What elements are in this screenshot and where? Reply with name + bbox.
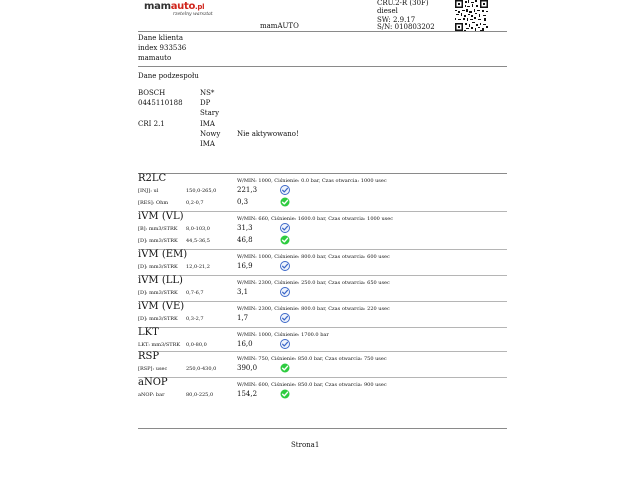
measure-range: 0,2-0,7	[186, 200, 204, 206]
company-logo	[144, 0, 224, 20]
header-divider	[138, 31, 507, 32]
serial-number: S/N: 010803202	[377, 23, 435, 31]
component-dp: DP	[200, 99, 211, 107]
measure-label: [D]: mm3/STRK	[138, 290, 178, 296]
component-brand: BOSCH	[138, 89, 166, 97]
activation-status: Nie aktywowano!	[237, 130, 299, 138]
page-number: Strona1	[291, 441, 320, 449]
component-ns: NS*	[200, 89, 215, 97]
component-ima-old: IMA	[200, 120, 215, 128]
test-title: iVM (VL)	[138, 211, 184, 222]
client-divider	[138, 66, 507, 67]
blue-check-icon	[280, 313, 290, 323]
test-conditions: W/MIN: 1000, Ciśnienie: 1700.0 bar	[237, 332, 329, 338]
client-heading: Dane klienta	[138, 34, 184, 42]
test-title: iVM (EM)	[138, 249, 188, 260]
device-model: CRU.2-R (30F)	[377, 0, 429, 7]
blue-check-icon	[280, 261, 290, 271]
client-name: mamauto	[138, 54, 172, 62]
logo-part-a: mam	[144, 1, 171, 12]
fuel-type: diesel	[377, 7, 398, 15]
measure-value: 16,9	[237, 262, 253, 270]
measure-label: [D]: mm3/STRK	[138, 238, 178, 244]
measure-value: 1,7	[237, 314, 249, 322]
measure-label: [RSP]: usec	[138, 366, 168, 372]
blue-check-icon	[280, 223, 290, 233]
measure-value: 16,0	[237, 340, 253, 348]
measure-range: 12,0-21,2	[186, 264, 210, 270]
component-part-number: 0445110188	[138, 99, 183, 107]
test-divider	[138, 211, 507, 212]
test-title: iVM (VE)	[138, 301, 185, 312]
measure-label: [B]: mm3/STRK	[138, 226, 178, 232]
test-conditions: W/MIN: 660, Ciśnienie: 1600.0 bar, Czas otwarcia: 1000 usec	[237, 216, 393, 222]
logo-part-c: .pl	[195, 3, 205, 11]
measure-value: 390,0	[237, 364, 258, 372]
test-divider	[138, 275, 507, 276]
component-ima-new: IMA	[200, 140, 215, 148]
test-conditions: W/MIN: 750, Ciśnienie: 850.0 bar, Czas otwarcia: 750 usec	[237, 356, 387, 362]
test-title: LKT	[138, 327, 159, 338]
test-title: R2LC	[138, 173, 167, 184]
measure-value: 3,1	[237, 288, 249, 296]
component-heading: Dane podzespołu	[138, 72, 199, 80]
measure-label: [D]: mm3/STRK	[138, 316, 178, 322]
footer-divider	[138, 428, 507, 429]
measure-label: [INJ]: ul	[138, 188, 159, 194]
test-divider	[138, 327, 507, 328]
blue-check-icon	[280, 185, 290, 195]
green-check-icon	[280, 363, 290, 373]
logo-wordmark	[144, 1, 204, 12]
test-divider	[138, 249, 507, 250]
software-version: SW: 2.9.17	[377, 16, 416, 24]
test-title: RSP	[138, 351, 160, 362]
blue-check-icon	[280, 287, 290, 297]
test-conditions: W/MIN: 2300, Ciśnienie: 800.0 bar, Czas otwarcia: 220 usec	[237, 306, 390, 312]
measure-value: 221,3	[237, 186, 258, 194]
measure-range: 0,3-2,7	[186, 316, 204, 322]
component-stary: Stary	[200, 109, 220, 117]
measure-range: 44,5-36,5	[186, 238, 210, 244]
test-divider	[138, 301, 507, 302]
green-check-icon	[280, 389, 290, 399]
test-divider	[138, 377, 507, 378]
test-divider	[138, 173, 507, 174]
client-index: index 933536	[138, 44, 187, 52]
measure-range: 8,0-103,0	[186, 226, 210, 232]
measure-range: 0,7-6,7	[186, 290, 204, 296]
logo-part-b: auto	[170, 1, 196, 12]
component-cri: CRI 2.1	[138, 120, 165, 128]
logo-tagline: rzetelny warsztat	[173, 12, 213, 17]
measure-range: 150,0-265,0	[186, 188, 217, 194]
measure-range: 0,0-80,0	[186, 342, 207, 348]
measure-label: [D]: mm3/STRK	[138, 264, 178, 270]
measure-value: 0,3	[237, 198, 249, 206]
blue-check-icon	[280, 339, 290, 349]
measure-value: 31,3	[237, 224, 253, 232]
test-conditions: W/MIN: 600, Ciśnienie: 850.0 bar, Czas otwarcia: 900 usec	[237, 382, 387, 388]
green-check-icon	[280, 197, 290, 207]
measure-range: 80,0-225,0	[186, 392, 214, 398]
green-check-icon	[280, 235, 290, 245]
measure-value: 46,8	[237, 236, 253, 244]
test-conditions: W/MIN: 1000, Ciśnienie: 800.0 bar, Czas otwarcia: 600 usec	[237, 254, 390, 260]
qr-code-icon	[455, 0, 488, 31]
test-conditions: W/MIN: 1000, Ciśnienie: 0.0 bar, Czas otwarcia: 1000 usec	[237, 178, 387, 184]
test-divider	[138, 351, 507, 352]
measure-label: LKT: mm3/STRK	[138, 342, 181, 348]
center-title: mamAUTO	[260, 22, 299, 30]
test-conditions: W/MIN: 2300, Ciśnienie: 250.0 bar, Czas otwarcia: 650 usec	[237, 280, 390, 286]
test-title: iVM (LL)	[138, 275, 183, 286]
measure-label: [RES]: Ohm	[138, 200, 169, 206]
measure-range: 250,0-430,0	[186, 366, 217, 372]
measure-label: aNOP: bar	[138, 392, 165, 398]
measure-value: 154,2	[237, 390, 258, 398]
test-title: aNOP	[138, 377, 168, 388]
component-nowy: Nowy	[200, 130, 221, 138]
